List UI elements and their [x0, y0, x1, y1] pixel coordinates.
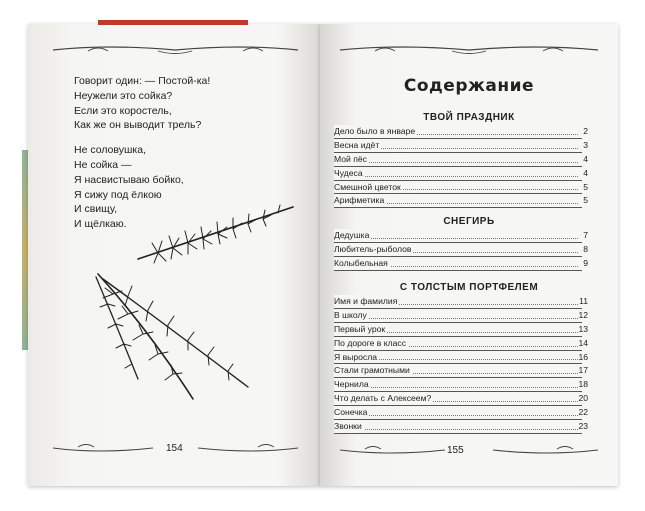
section-heading: СНЕГИРЬ — [443, 216, 495, 227]
toc-entry[interactable]: Весна идёт 3 — [334, 139, 582, 153]
poem-line: Не соловушка, — [74, 144, 147, 157]
toc-entry[interactable]: Чернила 18 — [334, 378, 582, 392]
left-page — [28, 24, 320, 486]
poem-line: Неужели это сойка? — [74, 89, 173, 102]
poem-line: Я сижу под ёлкою — [74, 188, 162, 201]
top-ornament-right — [335, 42, 603, 56]
poem-line: И щёлкаю. — [74, 218, 127, 231]
page-number-left: 154 — [166, 443, 183, 454]
section-heading: С ТОЛСТЫМ ПОРТФЕЛЕМ — [399, 282, 539, 293]
toc-entry[interactable]: Дедушка 7 — [334, 229, 582, 243]
pine-branch-illustration — [78, 199, 308, 414]
toc-entry[interactable]: Чудеса 4 — [334, 167, 582, 181]
poem-line: Я насвистываю бойко, — [74, 173, 184, 186]
open-book — [22, 24, 624, 486]
red-cover-edge — [98, 20, 248, 25]
toc-section-1 — [334, 125, 588, 208]
toc-entry[interactable]: Звонки 23 — [334, 420, 582, 434]
toc-entry[interactable]: Мой пёс 4 — [334, 153, 582, 167]
section-heading: ТВОЙ ПРАЗДНИК — [423, 112, 515, 123]
toc-entry[interactable]: Сонечка 22 — [334, 406, 582, 420]
top-ornament-left — [48, 42, 303, 56]
toc-entry[interactable]: Имя и фамилия 11 — [334, 295, 582, 309]
poem-line: Как же он выводит трель? — [74, 119, 202, 132]
contents-title: Содержание — [403, 76, 535, 96]
toc-entry[interactable]: По дороге в класс 14 — [334, 337, 582, 351]
toc-entry[interactable]: Дело было в январе 2 — [334, 125, 582, 139]
toc-entry[interactable]: В школу 12 — [334, 309, 582, 323]
toc-section-3 — [334, 295, 588, 434]
toc-entry[interactable]: Стали грамотными 17 — [334, 364, 582, 378]
toc-entry[interactable]: Смешной цветок 5 — [334, 181, 582, 195]
toc-entry[interactable]: Колыбельная 9 — [334, 257, 582, 271]
poem-line: И свищу, — [74, 203, 118, 216]
poem-line: Не сойка — — [74, 158, 132, 171]
toc-entry[interactable]: Я выросла 16 — [334, 351, 582, 365]
toc-entry[interactable]: Первый урок 13 — [334, 323, 582, 337]
toc-entry[interactable]: Арифметика 5 — [334, 194, 582, 208]
toc-section-2 — [334, 229, 588, 271]
toc-entry[interactable]: Любитель-рыболов 8 — [334, 243, 582, 257]
page-number-right: 155 — [447, 445, 464, 456]
poem-line: Если это коростель, — [74, 104, 172, 117]
toc-entry[interactable]: Что делать с Алексеем? 20 — [334, 392, 582, 406]
bottom-ornament-right — [335, 444, 603, 458]
right-page — [320, 24, 618, 486]
poem-line: Говорит один: — Постой-ка! — [74, 75, 211, 87]
